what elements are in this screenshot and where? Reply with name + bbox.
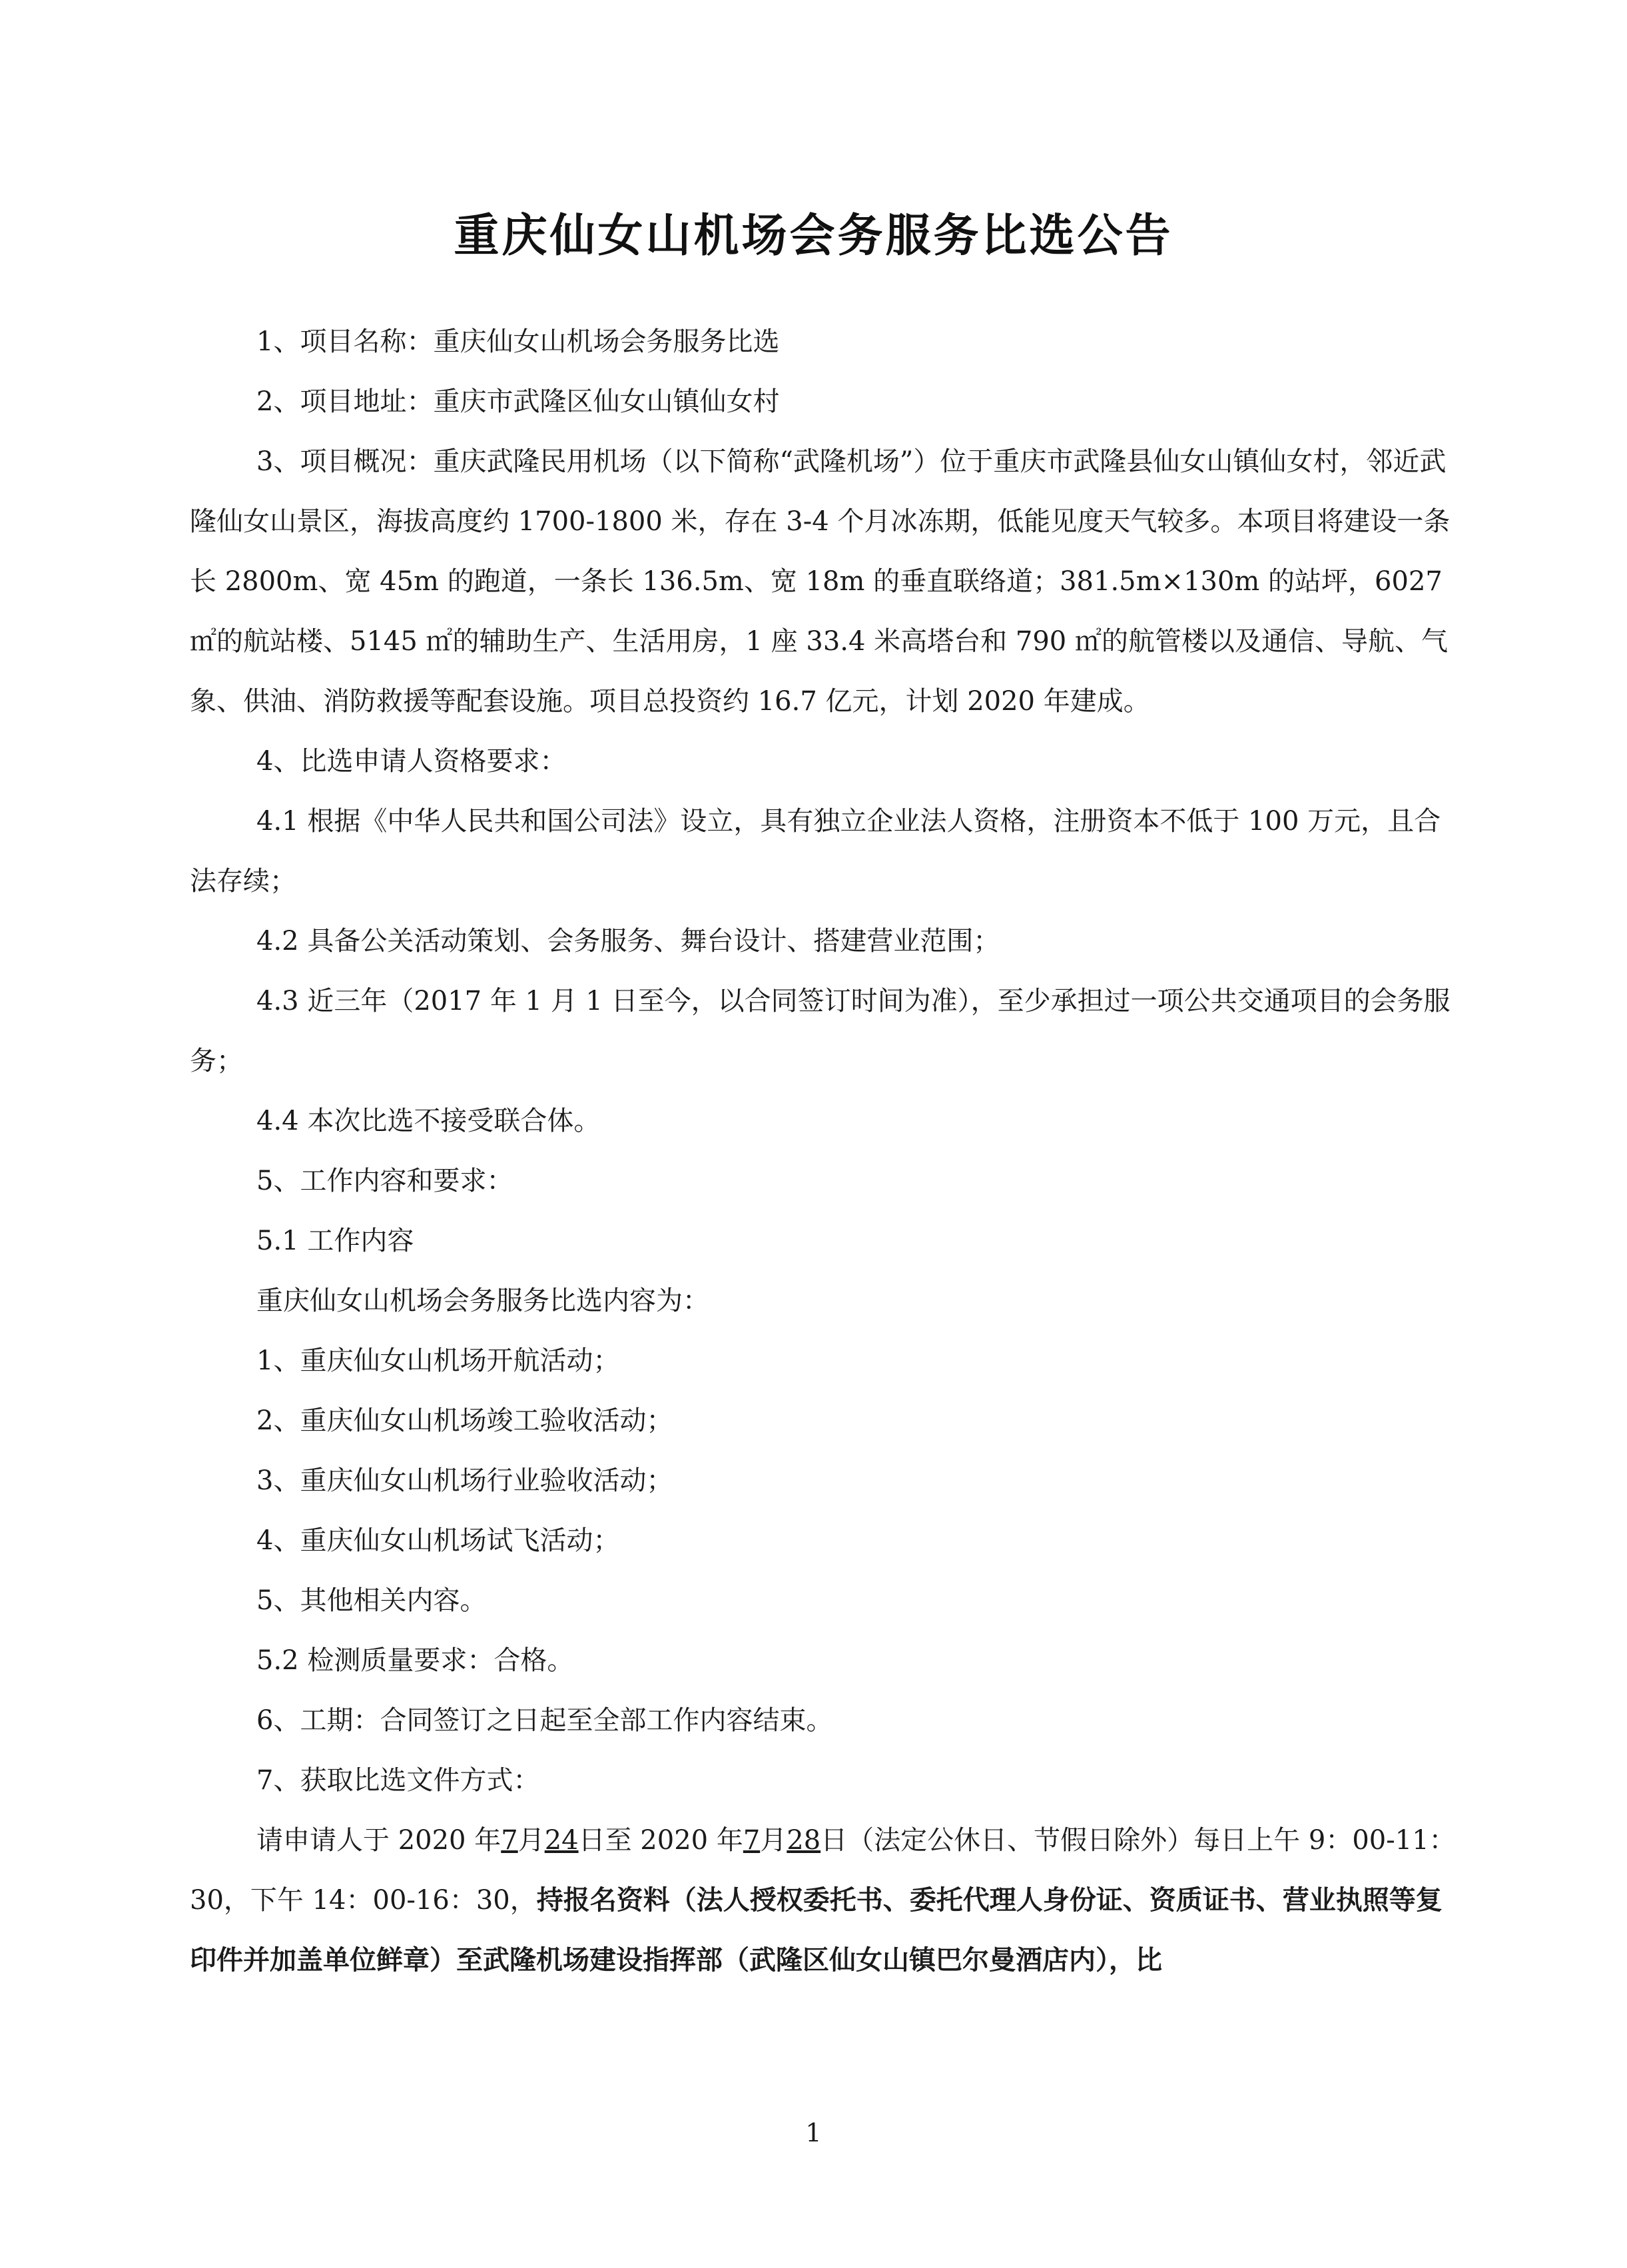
paragraph-duration: 6、工期：合同签订之日起至全部工作内容结束。 <box>256 1705 833 1736</box>
paragraph-qualification-4-1: 4.1 根据《中华人民共和国公司法》设立，具有独立企业法人资格，注册资本不低于 100 万元，且合法存续； <box>190 806 1441 897</box>
text-run: 日至 2020 年 <box>578 1825 743 1856</box>
month-end: 7 <box>743 1825 761 1856</box>
paragraph-qualification-heading: 4、比选申请人资格要求： <box>256 746 567 777</box>
list-item: 3、重庆仙女山机场行业验收活动； <box>256 1465 673 1496</box>
paragraph-obtain-docs-body <box>190 1810 1459 1990</box>
paragraph-project-overview: 3、项目概况：重庆武隆民用机场（以下简称“武隆机场”）位于重庆市武隆县仙女山镇仙女村，邻近武隆仙女山景区，海拔高度约 1700-1800 米，存在 3-4 个月冰冻期，低能见度天气较多。本项目将建设一条长 2800m、宽 45m 的跑道，一条长 136.5m、宽 18m 的垂直联络道；381.5m×130m 的站坪，6027 ㎡的航站楼、5145 ㎡的辅助生产、生活用房，1 座 33.4 米高塔台和 790 ㎡的航管楼以及通信、导航、气象、供油、消防救援等配套设施。项目总投资约 16.7 亿元，计划 2020 年建成。 <box>190 446 1451 717</box>
paragraph-quality-requirement: 5.2 检测质量要求：合格。 <box>256 1645 574 1676</box>
day-end: 28 <box>787 1825 821 1856</box>
document-body <box>190 312 1459 1990</box>
list-item: 1、重庆仙女山机场开航活动； <box>256 1345 620 1376</box>
paragraph-work-content-intro: 重庆仙女山机场会务服务比选内容为： <box>256 1286 709 1316</box>
text-run: 请申请人于 2020 年 <box>256 1825 501 1856</box>
list-item: 2、重庆仙女山机场竣工验收活动； <box>256 1405 673 1436</box>
paragraph-qualification-4-3: 4.3 近三年（2017 年 1 月 1 日至今，以合同签订时间为准），至少承担过一项公共交通项目的会务服务； <box>190 986 1451 1076</box>
list-item: 5、其他相关内容。 <box>256 1585 487 1616</box>
month-start: 7 <box>501 1825 518 1856</box>
text-run: 日（法定公休日、节假日除外）每日上午 9：00-11：30，下午 14：00-16：30， <box>190 1825 1456 1916</box>
page-title: 重庆仙女山机场会务服务比选公告 <box>454 210 1173 262</box>
paragraph-project-name: 1、项目名称：重庆仙女山机场会务服务比选 <box>256 326 780 357</box>
paragraph-qualification-4-2: 4.2 具备公关活动策划、会务服务、舞台设计、搭建营业范围； <box>256 926 1000 956</box>
bold-run: 持报名资料（法人授权委托书、委托代理人身份证、资质证书、营业执照等复印件并加盖单位鲜章）至武隆机场建设指挥部（武隆区仙女山镇巴尔曼酒店内），比 <box>190 1884 1443 1976</box>
paragraph-work-heading: 5、工作内容和要求： <box>256 1166 513 1196</box>
paragraph-project-address: 2、项目地址：重庆市武隆区仙女山镇仙女村 <box>256 386 780 417</box>
paragraph-obtain-docs-heading: 7、获取比选文件方式： <box>256 1765 540 1796</box>
text-run: 月 <box>517 1825 545 1856</box>
list-item: 4、重庆仙女山机场试飞活动； <box>256 1525 620 1556</box>
page-number: 1 <box>805 2118 822 2147</box>
paragraph-qualification-4-4: 4.4 本次比选不接受联合体。 <box>256 1106 601 1136</box>
text-run: 月 <box>760 1825 787 1856</box>
day-start: 24 <box>544 1825 579 1856</box>
paragraph-work-content-heading: 5.1 工作内容 <box>256 1226 414 1256</box>
